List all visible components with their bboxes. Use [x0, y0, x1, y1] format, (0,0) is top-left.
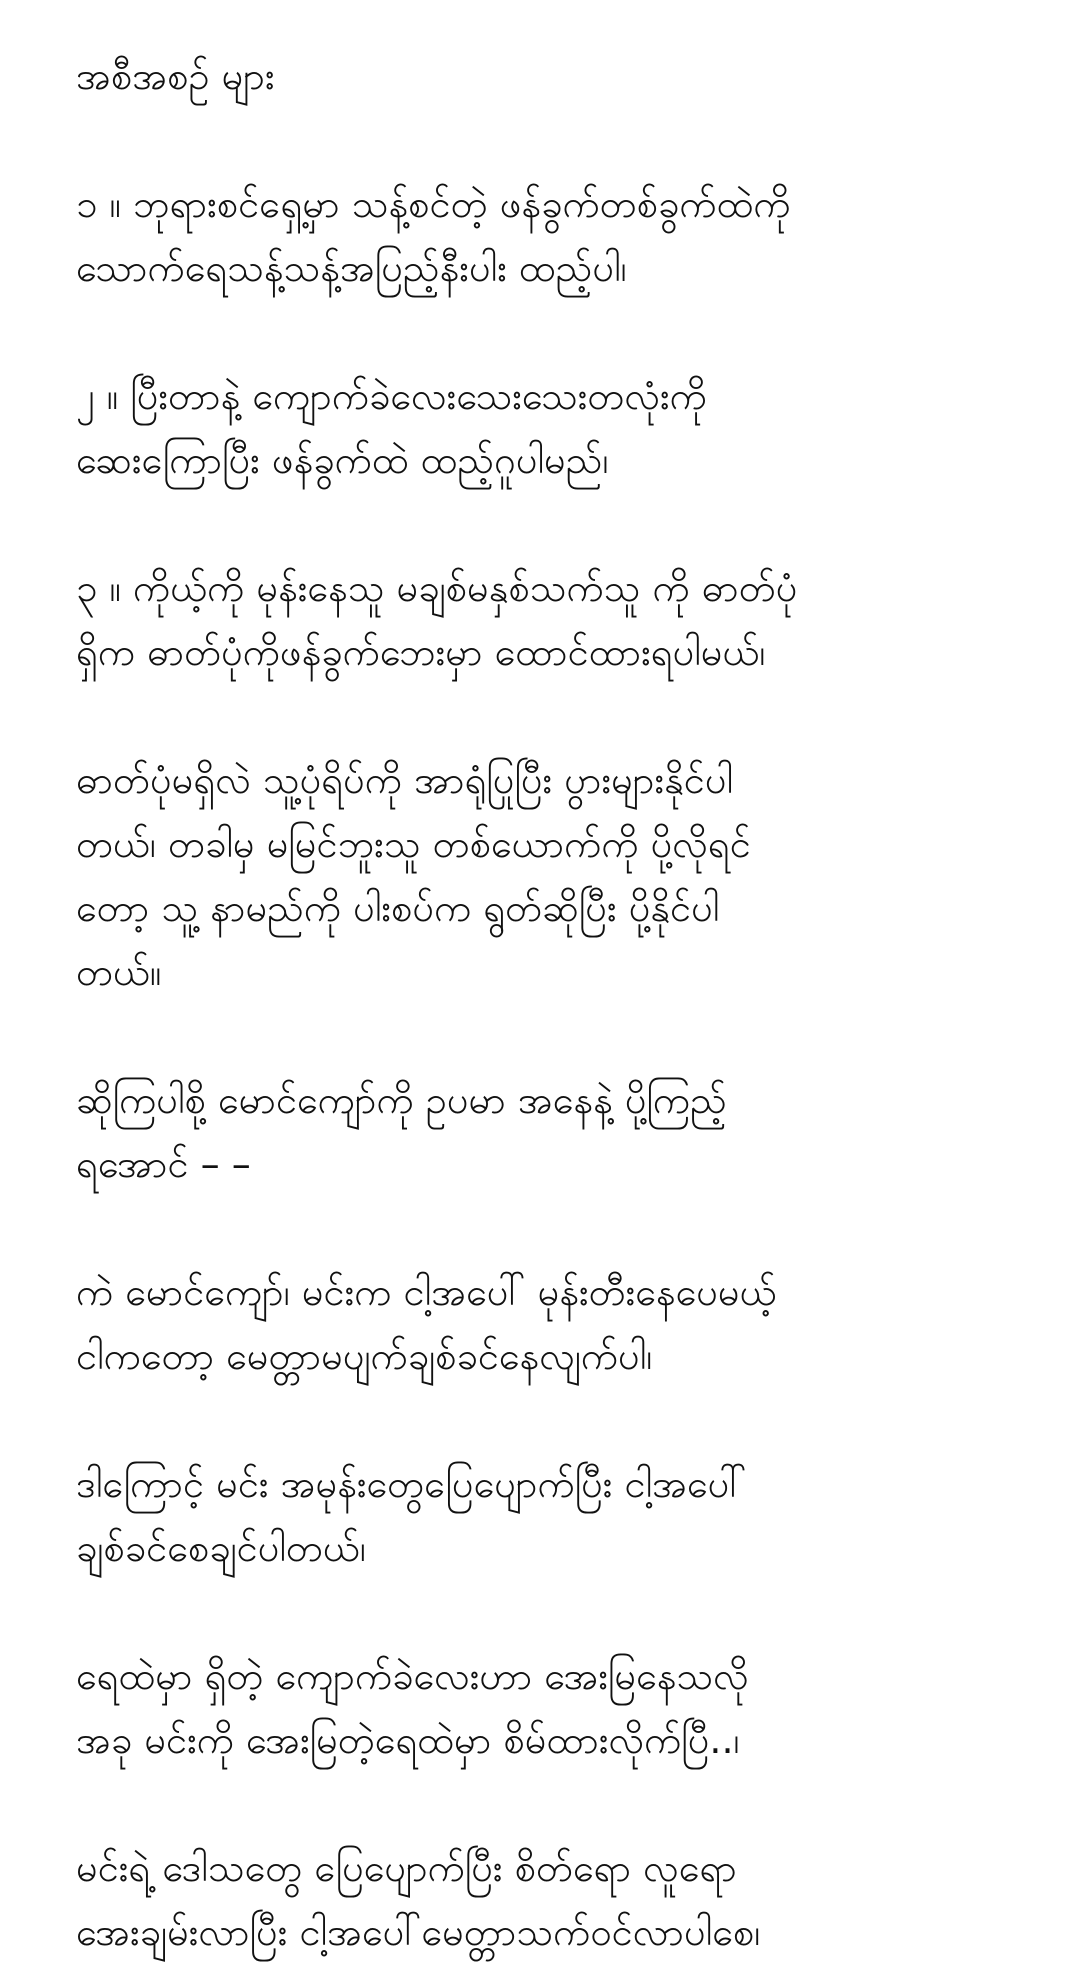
- paragraph-line: ချစ်ခင်စေချင်ပါတယ်၊: [76, 1526, 366, 1570]
- paragraph-line: တယ်၊ တခါမှ မမြင်ဘူးသူ တစ်ယောက်ကို ပို့လိုရင်: [76, 822, 751, 866]
- paragraph-9: [76, 1836, 1020, 1964]
- paragraph-line: တော့ သူ့ နာမည်ကို ပါးစပ်က ရွတ်ဆိုပြီး ပို့နိုင်ပါ: [76, 886, 720, 930]
- paragraph-4: [76, 748, 1020, 1004]
- paragraph-line: ကဲ မောင်ကျော်၊ မင်းက ငါ့အပေါ် မုန်းတီးနေပေမယ့်: [76, 1270, 777, 1314]
- paragraph-3: [76, 556, 1020, 684]
- paragraph-line: ၂ ။ ပြီးတာနဲ့ ကျောက်ခဲလေးသေးသေးတလုံးကို: [76, 374, 707, 418]
- paragraph-line: ဒါကြောင့် မင်း အမုန်းတွေပြေပျောက်ပြီး ငါ့အပေါ်: [76, 1462, 747, 1506]
- paragraph-5: [76, 1068, 1020, 1196]
- paragraph-line: အေးချမ်းလာပြီး ငါ့အပေါ်မေတ္တာသက်ဝင်လာပါစေ၊: [76, 1910, 761, 1954]
- paragraph-line: ဆိုကြပါစို့ မောင်ကျော်ကို ဥပမာ အနေနဲ့ ပို့ကြည့်: [76, 1078, 727, 1122]
- paragraph-line: ရှိက ဓာတ်ပုံကိုဖန်ခွက်ဘေးမှာ ထောင်ထားရပါမယ်၊: [76, 630, 766, 674]
- paragraph-6: [76, 1260, 1020, 1388]
- paragraph-line: ဆေးကြောပြီး ဖန်ခွက်ထဲ ထည့်ဂူပါမည်၊: [76, 438, 609, 482]
- paragraph-7: [76, 1452, 1020, 1580]
- paragraph-line: အခု မင်းကို အေးမြတဲ့ရေထဲမှာ စိမ်ထားလိုက်ပြီ..၊: [76, 1718, 740, 1762]
- paragraph-line: ရေထဲမှာ ရှိတဲ့ ကျောက်ခဲလေးဟာ အေးမြနေသလို: [76, 1654, 749, 1698]
- paragraph-line: သောက်ရေသန့်သန့်အပြည့်နီးပါး ထည့်ပါ၊: [76, 246, 627, 290]
- paragraph-2: [76, 364, 1020, 492]
- paragraph-line: ဓာတ်ပုံမရှိလဲ သူ့ပုံရိပ်ကို အာရုံပြုပြီး ပွားများနိုင်ပါ: [76, 758, 734, 802]
- paragraph-line: မင်းရဲ့ ဒေါသတွေ ပြေပျောက်ပြီး စိတ်ရော လူရော: [76, 1846, 737, 1890]
- document-title: အစီအစဉ် များ: [76, 54, 275, 98]
- paragraph-line: ၁ ။ ဘုရားစင်ရှေ့မှာ သန့်စင်တဲ့ ဖန်ခွက်တစ်ခွက်ထဲကို: [76, 182, 791, 226]
- paragraph-1: [76, 172, 1020, 300]
- paragraph-line: ရအောင် – –: [76, 1142, 251, 1186]
- paragraph-line: ၃ ။ ကိုယ့်ကို မုန်းနေသူ မချစ်မနှစ်သက်သူ ကို ဓာတ်ပုံ: [76, 566, 798, 610]
- paragraph-line: တယ်။: [76, 950, 162, 994]
- paragraph-8: [76, 1644, 1020, 1772]
- paragraph-line: ငါကတော့ မေတ္တာမပျက်ချစ်ခင်နေလျက်ပါ၊: [76, 1334, 653, 1378]
